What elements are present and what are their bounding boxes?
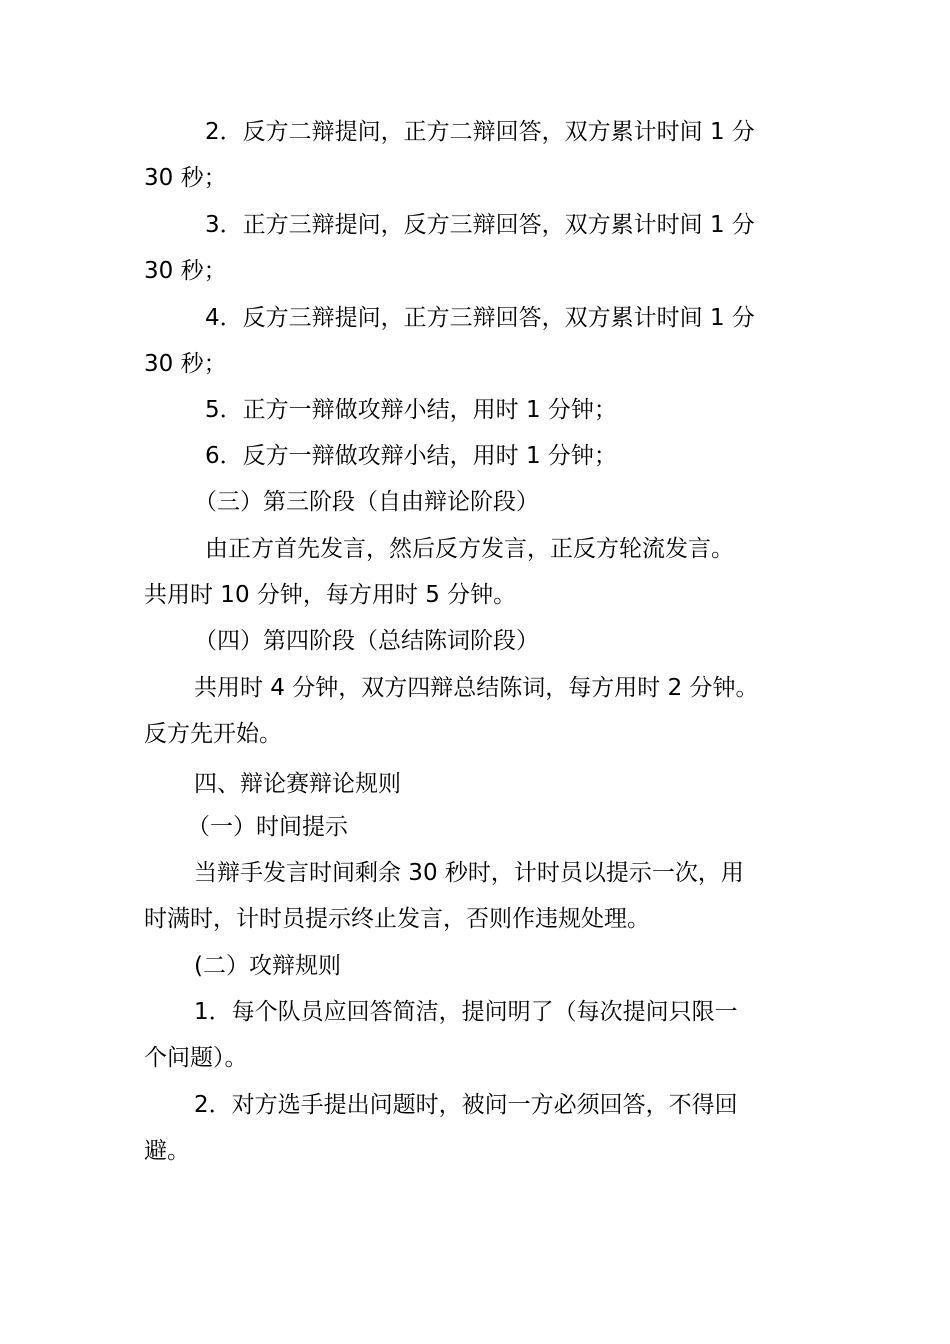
section-heading: 四、辩论赛辩论规则: [194, 771, 401, 797]
section-heading: （三）第三阶段（自由辩论阶段）: [194, 489, 539, 515]
text-line: 3．正方三辩提问，反方三辩回答，双方累计时间 1 分: [205, 212, 755, 238]
text-line: 时满时，计时员提示终止发言，否则作违规处理。: [144, 906, 650, 932]
text-line: 5．正方一辩做攻辩小结，用时 1 分钟；: [205, 397, 617, 423]
text-line: 30 秒；: [144, 258, 227, 284]
text-line: 1．每个队员应回答简洁，提问明了（每次提问只限一: [194, 999, 738, 1025]
section-heading: （一）时间提示: [187, 814, 348, 840]
text-line: 当辩手发言时间剩余 30 秒时，计时员以提示一次，用: [194, 860, 744, 886]
section-heading: (二）攻辩规则: [194, 953, 341, 979]
text-line: 共用时 10 分钟，每方用时 5 分钟。: [144, 582, 517, 608]
text-line: 4．反方三辩提问，正方三辩回答，双方累计时间 1 分: [205, 305, 755, 331]
text-line: 2．对方选手提出问题时，被问一方必须回答，不得回: [194, 1092, 738, 1118]
text-line: 30 秒；: [144, 165, 227, 191]
section-heading: （四）第四阶段（总结陈词阶段）: [194, 628, 539, 654]
text-line: 由正方首先发言，然后反方发言，正反方轮流发言。: [205, 536, 734, 562]
text-line: 共用时 4 分钟，双方四辩总结陈词，每方用时 2 分钟。: [194, 675, 759, 701]
text-line: 个问题）。: [144, 1045, 248, 1071]
text-line: 2．反方二辩提问，正方二辩回答，双方累计时间 1 分: [205, 119, 755, 145]
text-line: 30 秒；: [144, 351, 227, 377]
text-line: 反方先开始。: [144, 721, 282, 747]
text-line: 避。: [144, 1138, 190, 1164]
text-line: 6．反方一辩做攻辩小结，用时 1 分钟；: [205, 443, 617, 469]
